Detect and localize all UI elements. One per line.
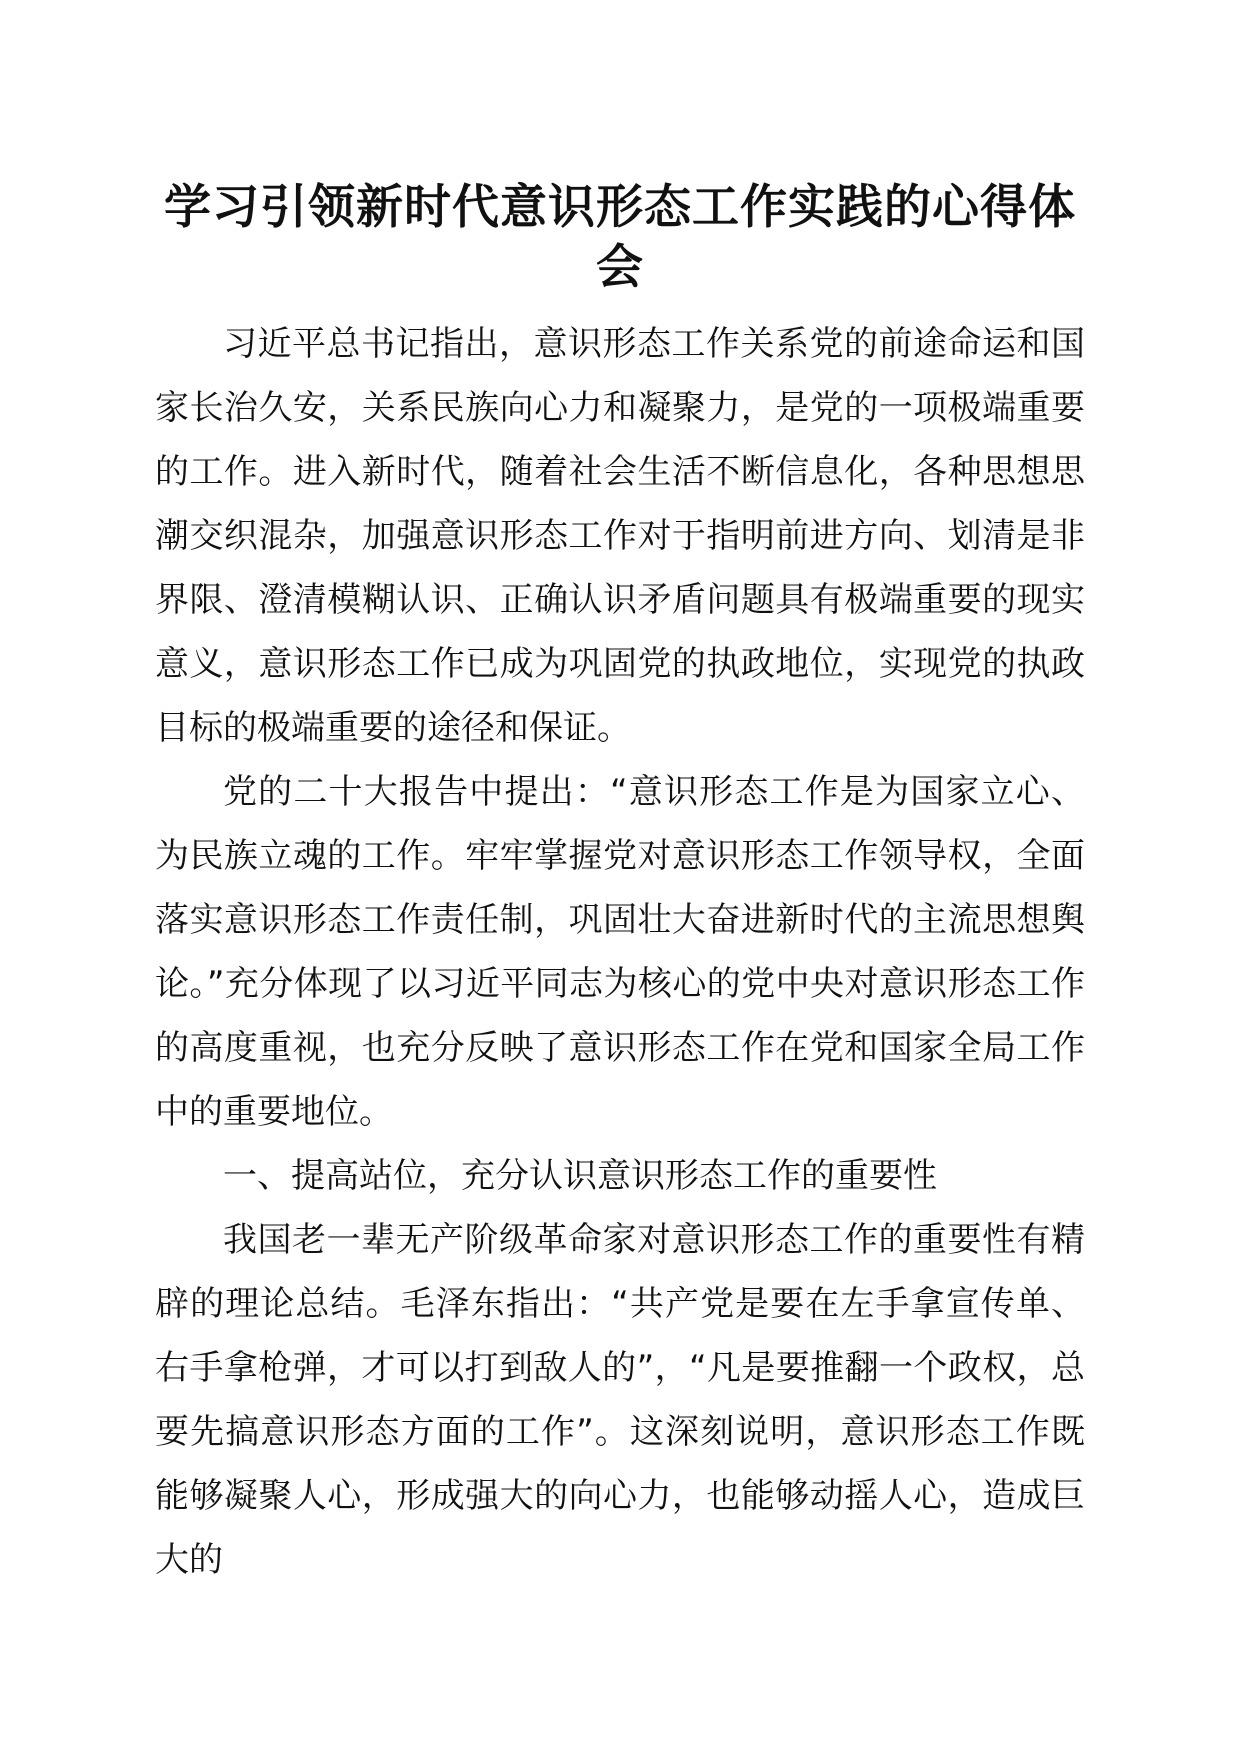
paragraph-intro: 习近平总书记指出，意识形态工作关系党的前途命运和国家长治久安，关系民族向心力和凝聚力，是党的一项极端重要的工作。进入新时代，随着社会生活不断信息化，各种思想思潮交织混杂，加强意识形态工作对于指明前进方向、划清是非界限、澄清模糊认识、正确认识矛盾问题具有极端重要的现实意义，意识形态工作已成为巩固党的执政地位，实现党的执政目标的极端重要的途径和保证。: [155, 324, 1085, 748]
document-body: [155, 312, 1085, 1592]
paragraph-report: 党的二十大报告中提出：“意识形态工作是为国家立心、为民族立魂的工作。牢牢掌握党对意识形态工作领导权，全面落实意识形态工作责任制，巩固壮大奋进新时代的主流思想舆论。”充分体现了以习近平同志为核心的党中央对意识形态工作的高度重视，也充分反映了意识形态工作在党和国家全局工作中的重要地位。: [155, 772, 1085, 1132]
section-heading-1: 一、提高站位，充分认识意识形态工作的重要性: [223, 1156, 937, 1196]
paragraph-history: 我国老一辈无产阶级革命家对意识形态工作的重要性有精辟的理论总结。毛泽东指出：“共产党是要在左手拿宣传单、右手拿枪弹，才可以打到敌人的”，“凡是要推翻一个政权，总要先搞意识形态方面的工作”。这深刻说明，意识形态工作既能够凝聚人心，形成强大的向心力，也能够动摇人心，造成巨大的: [155, 1220, 1085, 1580]
page-title: 学习引领新时代意识形态工作实践的心得体会: [164, 180, 1076, 295]
